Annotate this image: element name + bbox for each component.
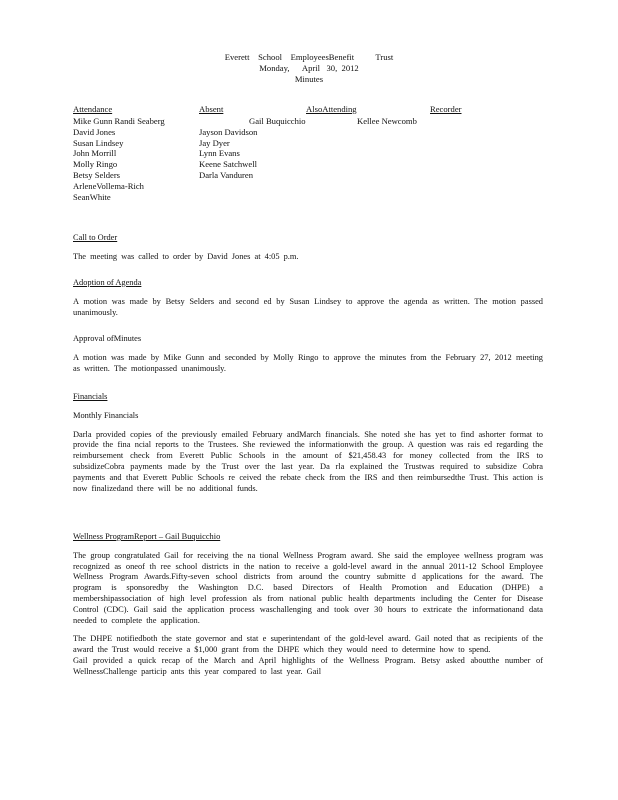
recorder-heading: Recorder [430,104,462,114]
section-text: The DHPE notifiedboth the state governor and stat e superintendant of the gold-level award. Gail noted that as recipients of the award the Trust would receive a $1,000 grant from the DHPE which they would need to determine how to spend. [73,634,543,655]
section-title: Wellness ProgramReport – Gail Buquicchio [73,532,221,541]
header-subtitle: Minutes [294,74,324,84]
header-title: Everett School EmployeesBenefit Trust [224,52,394,62]
recorder-name: Kellee Newcomb [357,116,417,126]
approval-section [73,334,543,374]
section-text: The meeting was called to order by David Jones at 4:05 p.m. [73,251,299,261]
list-item: Susan Lindsey [73,137,124,148]
financials-section [73,392,543,494]
section-text: A motion was made by Mike Gunn and seconded by Molly Ringo to approve the minutes from the February 27, 2012 meeting as written. The motionpassed unanimously. [73,352,543,373]
section-subtitle: Monthly Financials [73,410,139,420]
section-text: Gail provided a quick recap of the March and April highlights of the Wellness Program. Betsy asked aboutthe number of WellnessChallenge particip ants this year compared to last year. Gail [73,655,543,676]
document-header [0,52,618,85]
section-text: The group congratulated Gail for receiving the na tional Wellness Program award. She said the employee wellness program was recognized as oneof th ree school districts in the nation to receive a gold-level award in the annual 2011-12 School Employee Wellness Program Awards.Fifty-seven school districts from around the country submitte d applications for the award. The program is sponsoredby the Washington D.C. based Directors of Health Promotion and Education (DHPE) a membershipassociation of high level profession als from national public health departments including the Center for Disease Control (CDC). Gail said the application process waschallenging and took over 30 hours to extricate the informationand data needed to complete the application. [73,550,543,625]
list-item: David Jones [73,126,116,137]
also-attending-heading: AlsoAttending [306,104,357,114]
section-title: Approval ofMinutes [73,334,142,343]
section-title: Adoption of Agenda [73,278,142,287]
list-item: Molly Ringo [73,159,118,170]
call-to-order-section [73,233,543,263]
list-item: Darla Vanduren [199,169,254,180]
present-list [73,116,165,202]
list-item: Lynn Evans [199,148,240,159]
list-item: John Morrill [73,148,117,159]
list-item: Jayson Davidson [199,126,258,137]
list-item: Jay Dyer [199,137,230,148]
section-title: Financials [73,392,108,401]
list-item: Keene Satchwell [199,159,257,170]
section-text: Darla provided copies of the previously emailed February andMarch financials. She noted she has yet to find ashorter format to provide the fina ncial reports to the Trustees. She reviewed the informationwith the group. A question was rais ed regarding the reimbursement check from Everett Public Schools in the amount of $21,458.43 for money collected from the IRS to subsidizeCobra payments made by the Trust over the last year. Da rla explained the Trustwas required to subsidize Cobra payments and that Everett Public Schools re ceived the rebate check from the IRS and then reimbursedthe Trust. This action is now finalizedand there will be no additional funds. [73,429,543,493]
absent-heading: Absent [199,104,224,114]
attendance-heading: Attendance [73,104,113,114]
list-item: Betsy Selders [73,169,121,180]
list-item: Mike Gunn Randi Seaberg [73,116,165,126]
section-text: A motion was made by Betsy Selders and second ed by Susan Lindsey to approve the agenda as written. The motion passed unanimously. [73,296,543,317]
header-date: Monday, April 30, 2012 [259,63,359,73]
list-item: SeanWhite [73,191,111,202]
adoption-section [73,278,543,318]
wellness-section [73,532,543,678]
section-title: Call to Order [73,233,118,242]
list-item: ArleneVollema-Rich [73,180,144,191]
list-item: Gail Buquicchio [249,116,306,126]
absent-list [199,116,306,181]
